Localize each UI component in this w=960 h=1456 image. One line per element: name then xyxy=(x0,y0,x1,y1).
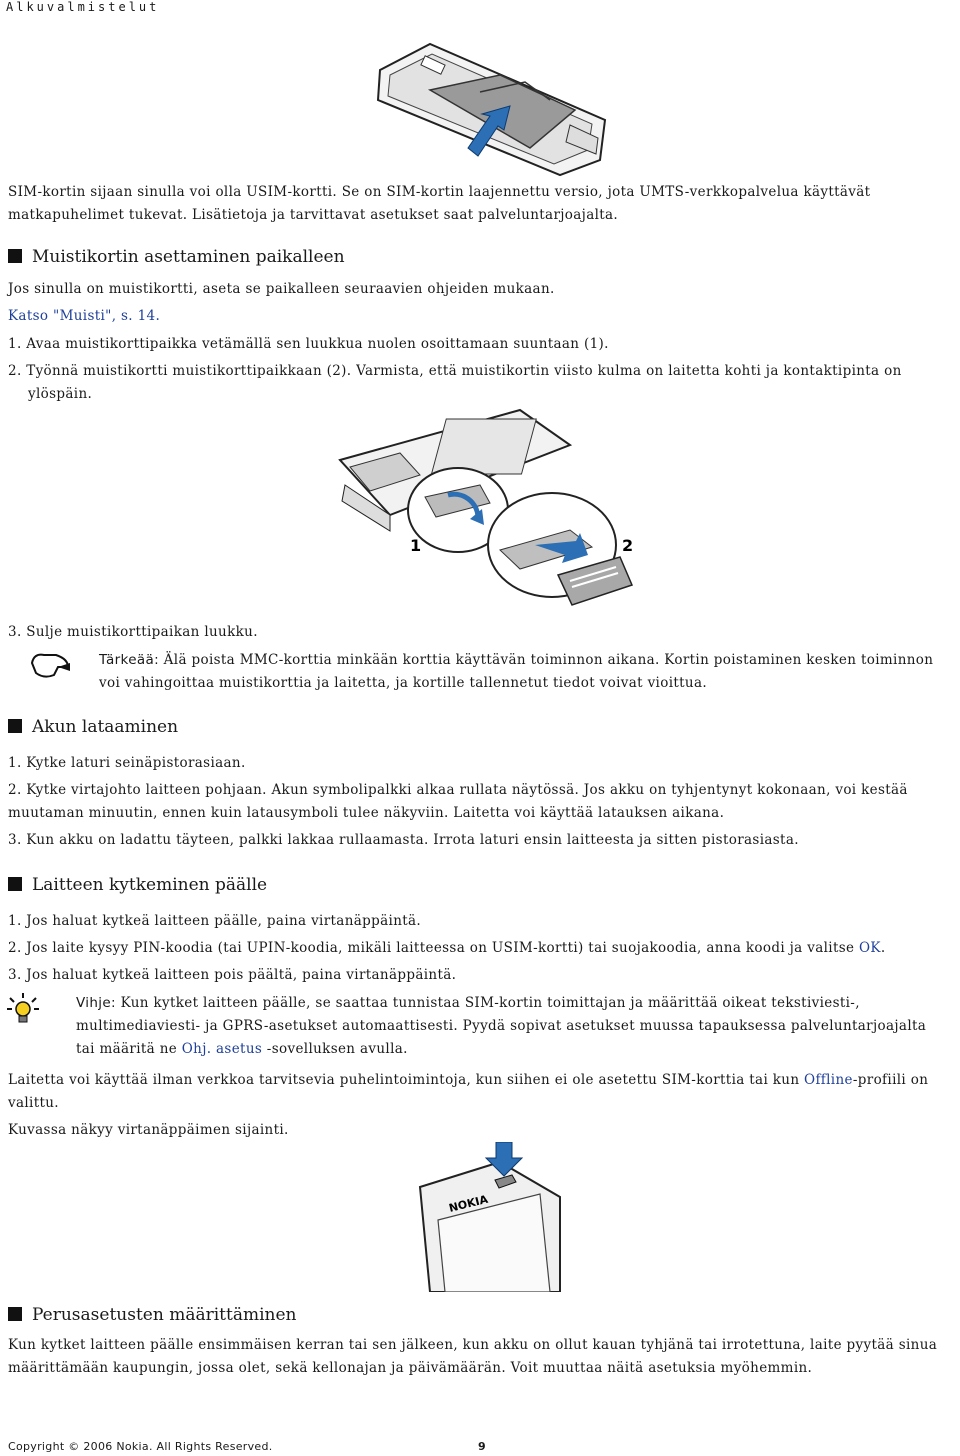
important-note-label: Tärkeää: xyxy=(99,652,160,668)
memory-card-intro: Jos sinulla on muistikortti, aseta se paikalleen seuraavien ohjeiden mukaan. xyxy=(8,281,555,297)
memory-step-2: 2. Työnnä muistikortti muistikorttipaikkaan (2). Varmista, että muistikortin viisto kulma on laitetta kohti ja kontaktipinta on ylöspäin. xyxy=(8,363,902,402)
offline-link[interactable]: Offline xyxy=(804,1072,853,1088)
ok-link[interactable]: OK xyxy=(858,940,881,956)
memory-step-1: 1. Avaa muistikorttipaikka vetämällä sen luukkua nuolen osoittamaan suuntaan (1). xyxy=(8,336,609,352)
figure-label-1: 1 xyxy=(410,536,422,555)
important-hand-icon xyxy=(28,649,72,681)
tip-text-end: -sovelluksen avulla. xyxy=(262,1041,408,1057)
section-bullet-icon xyxy=(8,877,22,891)
power-key-illustration xyxy=(400,1142,570,1292)
power-step-1: 1. Jos haluat kytkeä laitteen päälle, paina virtanäppäintä. xyxy=(8,913,422,929)
memory-card-illustration xyxy=(330,405,650,615)
tip-label: Vihje: xyxy=(76,995,116,1011)
section-bullet-icon xyxy=(8,719,22,733)
settings-wizard-link[interactable]: Ohj. asetus xyxy=(181,1041,263,1057)
power-heading-text: Laitteen kytkeminen päälle xyxy=(32,875,268,895)
sim-card-illustration xyxy=(360,30,620,180)
battery-step-1: 1. Kytke laturi seinäpistorasiaan. xyxy=(8,755,246,771)
tip-text: Kun kytket laitteen päälle, se saattaa tunnistaa SIM-kortin toimittajan ja määrittää oikeat tekstiviesti-, multimediaviesti- ja GPRS-asetukset automaattisesti. Pyydä sopivat asetukset muussa tapauksessa palveluntarjoajalta tai määritä ne xyxy=(76,995,927,1057)
basic-settings-heading xyxy=(8,1304,296,1326)
battery-step-2: 2. Kytke virtajohto laitteen pohjaan. Akun symbolipalkki alkaa rullata näytössä. Jos akku on tyhjentynyt kokonaan, voi kestää muutaman minuutin, ennen kuin latausymboli tulee näkyviin. Laitetta voi käyttää latauksen aikana. xyxy=(8,782,908,821)
sim-paragraph: SIM-kortin sijaan sinulla voi olla USIM-kortti. Se on SIM-kortin laajennettu versio, jota UMTS-verkkopalvelua käyttävät matkapuhelimet tukevat. Lisätietoja ja tarvittavat asetukset saat palveluntarjoajalta. xyxy=(8,184,871,223)
battery-heading xyxy=(8,716,178,738)
footer-copyright: Copyright © 2006 Nokia. All Rights Reserved. xyxy=(8,1440,273,1453)
battery-heading-text: Akun lataaminen xyxy=(32,717,179,737)
figure-label-2: 2 xyxy=(622,536,634,555)
section-bullet-icon xyxy=(8,1307,22,1321)
important-note-text: Älä poista MMC-korttia minkään korttia käyttävän toiminnon aikana. Kortin poistaminen kesken toiminnon voi vahingoittaa muistikorttia ja laitetta, ja kortille tallennetut tiedot voivat vioittua. xyxy=(99,652,934,691)
basic-settings-paragraph: Kun kytket laitteen päälle ensimmäisen kerran tai sen jälkeen, kun akku on ollut kauan tyhjänä tai irrotettuna, laite pyytää sinua määrittämään kaupungin, jossa olet, sekä kellonajan ja päivämäärän. Voit muuttaa näitä asetuksia myöhemmin. xyxy=(8,1337,938,1376)
battery-step-3: 3. Kun akku on ladattu täyteen, palkki lakkaa rullaamasta. Irrota laturi ensin laitteesta ja sitten pistorasiasta. xyxy=(8,832,799,848)
power-heading xyxy=(8,874,267,896)
memory-ref-link[interactable]: Katso "Muisti", s. 14. xyxy=(8,308,161,324)
tip-note xyxy=(76,992,948,1061)
basic-settings-heading-text: Perusasetusten määrittäminen xyxy=(32,1305,297,1325)
offline-text-end: -profiili on valittu. xyxy=(8,1072,929,1111)
power-step-2-text: 2. Jos laite kysyy PIN-koodia (tai UPIN-koodia, mikäli laitteessa on USIM-kortti) tai suojakoodia, anna koodi ja valitse xyxy=(8,940,859,956)
section-bullet-icon xyxy=(8,249,22,263)
tip-lightbulb-icon xyxy=(6,992,40,1026)
power-step-3: 3. Jos haluat kytkeä laitteen pois päältä, paina virtanäppäintä. xyxy=(8,967,457,983)
offline-paragraph xyxy=(8,1069,952,1115)
power-step-2-end: . xyxy=(880,940,886,956)
memory-card-heading-text: Muistikortin asettaminen paikalleen xyxy=(32,247,345,267)
memory-step-3: 3. Sulje muistikorttipaikan luukku. xyxy=(8,624,258,640)
nokia-brand: NOKIA xyxy=(447,1192,490,1215)
power-step-2 xyxy=(8,937,952,960)
page-number: 9 xyxy=(478,1440,486,1453)
offline-text: Laitetta voi käyttää ilman verkkoa tarvitsevia puhelintoimintoja, kun siihen ei ole asetettu SIM-korttia tai kun xyxy=(8,1072,805,1088)
memory-card-heading xyxy=(8,246,345,268)
power-image-caption: Kuvassa näkyy virtanäppäimen sijainti. xyxy=(8,1122,289,1138)
page-header-title: Alkuvalmistelut xyxy=(6,0,160,14)
important-note xyxy=(99,649,948,695)
